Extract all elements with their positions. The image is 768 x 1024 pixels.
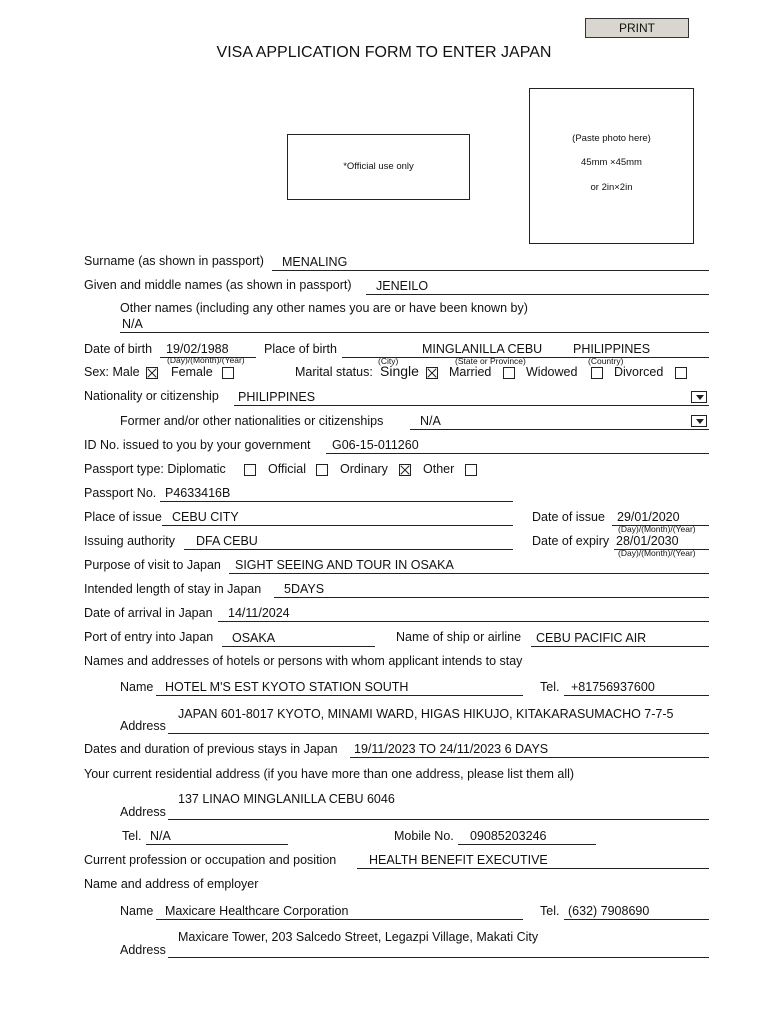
employer-address-field[interactable] [168,942,709,958]
hotel-address-field[interactable] [168,718,709,734]
sex-female-label: Female [171,365,213,379]
date-of-issue-format: (Day)/(Month)/(Year) [618,524,696,534]
date-of-issue-value: 29/01/2020 [617,510,680,524]
hotel-address-value: JAPAN 601-8017 KYOTO, MINAMI WARD, HIGAS HIKUJO, KITAKARASUMACHO 7-7-5 [178,707,674,721]
previous-stays-field[interactable] [350,742,709,758]
dob-format: (Day)/(Month)/(Year) [167,355,245,365]
ship-airline-value: CEBU PACIFIC AIR [536,631,647,645]
mobile-field[interactable] [458,829,596,845]
purpose-field[interactable] [229,558,709,574]
other-names-label: Other names (including any other names you are or have been known by) [120,301,528,315]
date-of-expiry-value: 28/01/2030 [616,534,679,548]
marital-divorced-label: Divorced [614,365,664,379]
nationality-dropdown-icon[interactable] [691,391,707,403]
date-of-issue-label: Date of issue [532,510,605,524]
id-no-value: G06-15-011260 [332,438,419,452]
employer-name-label: Name [120,904,154,918]
passport-other-label: Other [423,462,455,476]
sex-label: Sex: Male [84,365,140,379]
pob-country-value: PHILIPPINES [573,342,651,356]
date-of-expiry-label: Date of expiry [532,534,610,548]
dob-value: 19/02/1988 [166,342,229,356]
passport-official-checkbox[interactable] [316,464,328,476]
profession-label: Current profession or occupation and position [84,853,337,867]
place-of-issue-label: Place of issue [84,510,162,524]
passport-ordinary-label: Ordinary [340,462,388,476]
profession-value: HEALTH BENEFIT EXECUTIVE [369,853,548,867]
official-use-box [287,134,470,200]
issuing-authority-label: Issuing authority [84,534,176,548]
residence-tel-label: Tel. [122,829,142,843]
employer-name-value: Maxicare Healthcare Corporation [165,904,349,918]
pob-country-caption: (Country) [588,356,624,366]
pob-city-caption: (City) [378,356,399,366]
passport-official-label: Official [268,462,306,476]
mobile-label: Mobile No. [394,829,454,843]
date-of-expiry-format: (Day)/(Month)/(Year) [618,548,696,558]
employer-tel-value: (632) 7908690 [568,904,650,918]
given-names-field[interactable] [366,279,709,295]
previous-stays-value: 19/11/2023 TO 24/11/2023 6 DAYS [354,742,549,756]
issuing-authority-value: DFA CEBU [196,534,258,548]
arrival-date-field[interactable] [218,606,709,622]
passport-other-checkbox[interactable] [465,464,477,476]
port-of-entry-value: OSAKA [232,631,276,645]
nationality-label: Nationality or citizenship [84,389,219,403]
form-title: VISA APPLICATION FORM TO ENTER JAPAN [216,44,552,61]
sex-female-checkbox[interactable] [222,367,234,379]
passport-ordinary-checkbox[interactable] [399,464,411,476]
hotels-label: Names and addresses of hotels or persons with whom applicant intends to stay [84,654,523,668]
marital-label: Marital status: [295,365,373,379]
nationality-value: PHILIPPINES [238,390,316,404]
other-names-value: N/A [122,317,143,331]
nationality-select[interactable] [234,390,709,406]
pob-state-caption: (State or Province) [455,356,526,366]
residence-address-label: Address [120,805,166,819]
purpose-label: Purpose of visit to Japan [84,558,221,572]
hotel-address-label: Address [120,719,166,733]
marital-divorced-checkbox[interactable] [675,367,687,379]
previous-stays-label: Dates and duration of previous stays in Japan [84,742,338,756]
hotel-name-field[interactable] [156,680,523,696]
mobile-value: 09085203246 [470,829,547,843]
given-names-value: JENEILO [376,279,429,293]
hotel-tel-field[interactable] [564,680,709,696]
place-of-issue-field[interactable] [162,510,513,526]
marital-single-label: Single [380,363,419,379]
marital-married-label: Married [449,365,492,379]
ship-airline-field[interactable] [531,631,709,647]
profession-field[interactable] [357,853,709,869]
arrival-date-label: Date of arrival in Japan [84,606,213,620]
former-nationality-label: Former and/or other nationalities or citizenships [120,414,384,428]
former-nationality-select[interactable] [410,414,709,430]
passport-type-label: Passport type: Diplomatic [84,462,226,476]
place-of-issue-value: CEBU CITY [172,510,239,524]
length-of-stay-label: Intended length of stay in Japan [84,582,262,596]
port-of-entry-field[interactable] [222,631,375,647]
sex-male-checkbox[interactable] [146,367,158,379]
dob-label: Date of birth [84,342,153,356]
id-no-label: ID No. issued to you by your government [84,438,311,452]
photo-line-3: or 2in×2in [590,182,633,193]
photo-line-2: 45mm ×45mm [581,157,642,168]
employer-address-label: Address [120,943,166,957]
residential-address-label: Your current residential address (if you have more than one address, please list them all) [84,767,575,781]
hotel-name-value: HOTEL M'S EST KYOTO STATION SOUTH [165,680,409,694]
residence-tel-field[interactable] [146,829,288,845]
purpose-value: SIGHT SEEING AND TOUR IN OSAKA [235,558,454,572]
given-names-label: Given and middle names (as shown in passport) [84,278,352,292]
former-nationality-value: N/A [420,414,441,428]
marital-single-checkbox[interactable] [426,367,438,379]
passport-no-value: P4633416B [165,486,231,500]
residence-address-value: 137 LINAO MINGLANILLA CEBU 6046 [178,792,395,806]
passport-diplomatic-checkbox[interactable] [244,464,256,476]
length-of-stay-field[interactable] [274,582,709,598]
employer-tel-label: Tel. [540,904,560,918]
arrival-date-value: 14/11/2024 [228,606,290,620]
surname-field[interactable] [272,255,709,271]
photo-box[interactable] [529,88,694,244]
official-use-label: *Official use only [343,161,414,172]
ship-airline-label: Name of ship or airline [396,630,522,644]
pob-label: Place of birth [264,342,337,356]
marital-widowed-label: Widowed [526,365,578,379]
passport-no-label: Passport No. [84,486,157,500]
former-nationality-dropdown-icon[interactable] [691,415,707,427]
surname-value: MENALING [282,255,348,269]
marital-married-checkbox[interactable] [503,367,515,379]
port-of-entry-label: Port of entry into Japan [84,630,214,644]
passport-no-field[interactable] [160,486,513,502]
employer-label: Name and address of employer [84,877,259,891]
employer-tel-field[interactable] [564,904,709,920]
issuing-authority-field[interactable] [184,534,513,550]
employer-address-value: Maxicare Tower, 203 Salcedo Street, Legazpi Village, Makati City [178,930,539,944]
hotel-name-label: Name [120,680,154,694]
print-button[interactable]: PRINT [585,18,689,38]
employer-name-field[interactable] [156,904,523,920]
id-no-field[interactable] [326,438,709,454]
marital-widowed-checkbox[interactable] [591,367,603,379]
pob-city-value: MINGLANILLA CEBU [422,342,543,356]
residence-address-field[interactable] [168,804,709,820]
surname-label: Surname (as shown in passport) [84,254,264,268]
other-names-field[interactable] [120,317,709,333]
hotel-tel-value: +81756937600 [571,680,655,694]
hotel-tel-label: Tel. [540,680,560,694]
photo-line-1: (Paste photo here) [572,133,651,144]
residence-tel-value: N/A [150,829,171,843]
length-of-stay-value: 5DAYS [284,582,325,596]
